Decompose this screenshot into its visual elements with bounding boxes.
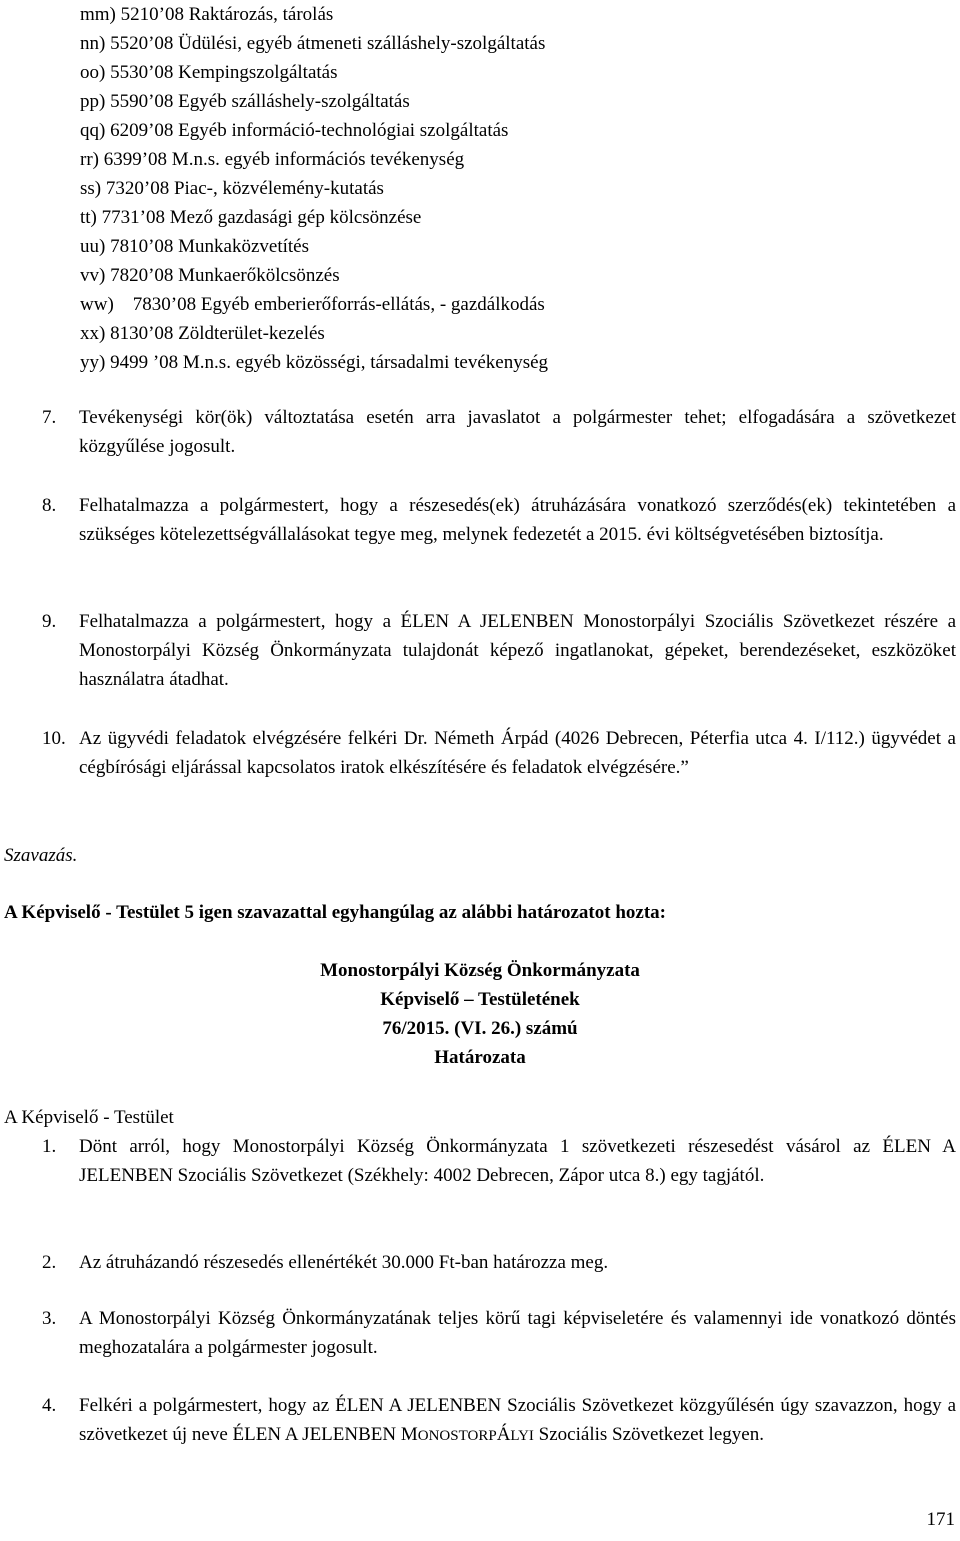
resolution-title-line: Képviselő – Testületének: [380, 989, 580, 1010]
list-item: [80, 58, 840, 87]
smallcaps-part: M: [400, 1424, 418, 1445]
item-text: 7320’08 Piac-, közvélemény-kutatás: [105, 178, 384, 199]
vote-label: Szavazás.: [4, 845, 78, 866]
resolution-item-1: [42, 1132, 956, 1190]
resolution-title-line: Határozata: [434, 1047, 526, 1068]
item-label: tt): [80, 207, 97, 228]
list-item: [80, 29, 840, 58]
list-item: [80, 319, 840, 348]
item-text: 6209’08 Egyéb információ-technológiai szolgáltatás: [110, 120, 509, 141]
item-label: oo): [80, 62, 106, 83]
paragraph-text: Tevékenységi kör(ök) változtatása esetén arra javaslatot a polgármester tehet; elfogadására a szövetkezet közgyűlése jogosult.: [79, 407, 956, 457]
list-item: [80, 232, 840, 261]
list-item: [80, 145, 840, 174]
item-text: 7820’08 Munkaerőkölcsönzés: [110, 265, 340, 286]
list-item: [80, 261, 840, 290]
resolution-title-line: Monostorpályi Község Önkormányzata: [320, 960, 640, 981]
body-label: A Képviselő - Testület: [4, 1107, 174, 1128]
list-item: [80, 174, 840, 203]
list-item: [80, 87, 840, 116]
item-text: 5590’08 Egyéb szálláshely-szolgáltatás: [110, 91, 410, 112]
item-text: 7731’08 Mező gazdasági gép kölcsönzése: [101, 207, 422, 228]
smallcaps-part: Á: [496, 1424, 511, 1445]
item-text-part: Szociális Szövetkezet legyen.: [533, 1424, 764, 1445]
item-label: nn): [80, 33, 106, 54]
item-number: 3.: [42, 1308, 57, 1329]
item-text: 7830’08 Egyéb emberierőforrás-ellátás, - gazdálkodás: [132, 294, 545, 315]
resolution-item-2: [42, 1248, 956, 1277]
list-item: [80, 290, 840, 319]
item-text-part: Felkéri a polgármestert, hogy az ÉLEN A JELENBEN Szociális Szövetkezet közgyűlésén úgy szavazzon, hogy a szövetkezet új neve ÉLEN A JELENBEN: [79, 1395, 956, 1445]
smallcaps-part: LYI: [510, 1428, 534, 1444]
resolution-item-3: [42, 1304, 956, 1362]
item-number: 1.: [42, 1136, 57, 1157]
paragraph-text: Felhatalmazza a polgármestert, hogy a ÉLEN A JELENBEN Monostorpályi Szociális Szövetkezet részére a Monostorpályi Község Önkormányzata tulajdonát képező ingatlanokat, gépeket, berendezéseket, eszközöket használatra átadhat.: [79, 611, 956, 690]
item-label: vv): [80, 265, 106, 286]
item-number: 2.: [42, 1252, 57, 1273]
item-label: qq): [80, 120, 106, 141]
list-item: [80, 116, 840, 145]
item-label: rr): [80, 149, 99, 170]
item-text: 9499 ’08 M.n.s. egyéb közösségi, társadalmi tevékenység: [110, 352, 549, 373]
paragraph-9: [42, 607, 956, 694]
smallcaps-part: ONOSTORP: [417, 1428, 497, 1444]
page-number: 171: [926, 1509, 955, 1530]
item-text: 5530’08 Kempingszolgáltatás: [110, 62, 338, 83]
resolution-item-4: [42, 1391, 956, 1451]
decision-statement: A Képviselő - Testület 5 igen szavazattal egyhangúlag az alábbi határozatot hozta:: [4, 902, 666, 923]
list-item: [80, 348, 840, 377]
item-text: 8130’08 Zöldterület-kezelés: [110, 323, 325, 344]
item-text: Az átruházandó részesedés ellenértékét 30.000 Ft-ban határozza meg.: [79, 1252, 609, 1273]
item-text: 6399’08 M.n.s. egyéb információs tevékenység: [103, 149, 465, 170]
resolution-title: [0, 956, 960, 1072]
item-text: 5520’08 Üdülési, egyéb átmeneti szálláshely-szolgáltatás: [110, 33, 546, 54]
list-item: [80, 203, 840, 232]
item-label: ww): [80, 294, 114, 315]
paragraph-number: 10.: [42, 728, 66, 749]
item-label: mm): [80, 4, 116, 25]
item-text: 5210’08 Raktározás, tárolás: [120, 4, 334, 25]
item-number: 4.: [42, 1395, 57, 1416]
paragraph-8: [42, 491, 956, 549]
paragraph-number: 9.: [42, 611, 57, 632]
item-label: uu): [80, 236, 106, 257]
paragraph-10: [42, 724, 956, 782]
activity-code-list: [80, 0, 840, 377]
item-label: yy): [80, 352, 106, 373]
paragraph-text: Az ügyvédi feladatok elvégzésére felkéri Dr. Németh Árpád (4026 Debrecen, Péterfia utca 4. I/112.) ügyvédet a cégbírósági eljárással kapcsolatos iratok elkészítésére és feladatok elvégzésére.”: [79, 728, 956, 778]
resolution-title-line: 76/2015. (VI. 26.) számú: [382, 1018, 578, 1039]
paragraph-7: [42, 403, 956, 461]
item-label: ss): [80, 178, 102, 199]
item-label: pp): [80, 91, 106, 112]
item-label: xx): [80, 323, 106, 344]
item-text: 7810’08 Munkaközvetítés: [110, 236, 310, 257]
list-item: [80, 0, 840, 29]
item-text: [79, 1391, 956, 1451]
item-text: Dönt arról, hogy Monostorpályi Község Önkormányzata 1 szövetkezeti részesedést vásárol az ÉLEN A JELENBEN Szociális Szövetkezet (Székhely: 4002 Debrecen, Zápor utca 8.) egy tagjától.: [79, 1136, 956, 1186]
paragraph-number: 8.: [42, 495, 57, 516]
paragraph-text: Felhatalmazza a polgármestert, hogy a részesedés(ek) átruházására vonatkozó szerződés(ek) tekintetében a szükséges kötelezettségvállalásokat tegye meg, melynek fedezetét a 2015. évi költségvetésében biztosítja.: [79, 495, 956, 545]
paragraph-number: 7.: [42, 407, 57, 428]
item-text: A Monostorpályi Község Önkormányzatának teljes körű tagi képviseletére és valamennyi ide vonatkozó döntés meghozatalára a polgármester jogosult.: [79, 1308, 956, 1358]
